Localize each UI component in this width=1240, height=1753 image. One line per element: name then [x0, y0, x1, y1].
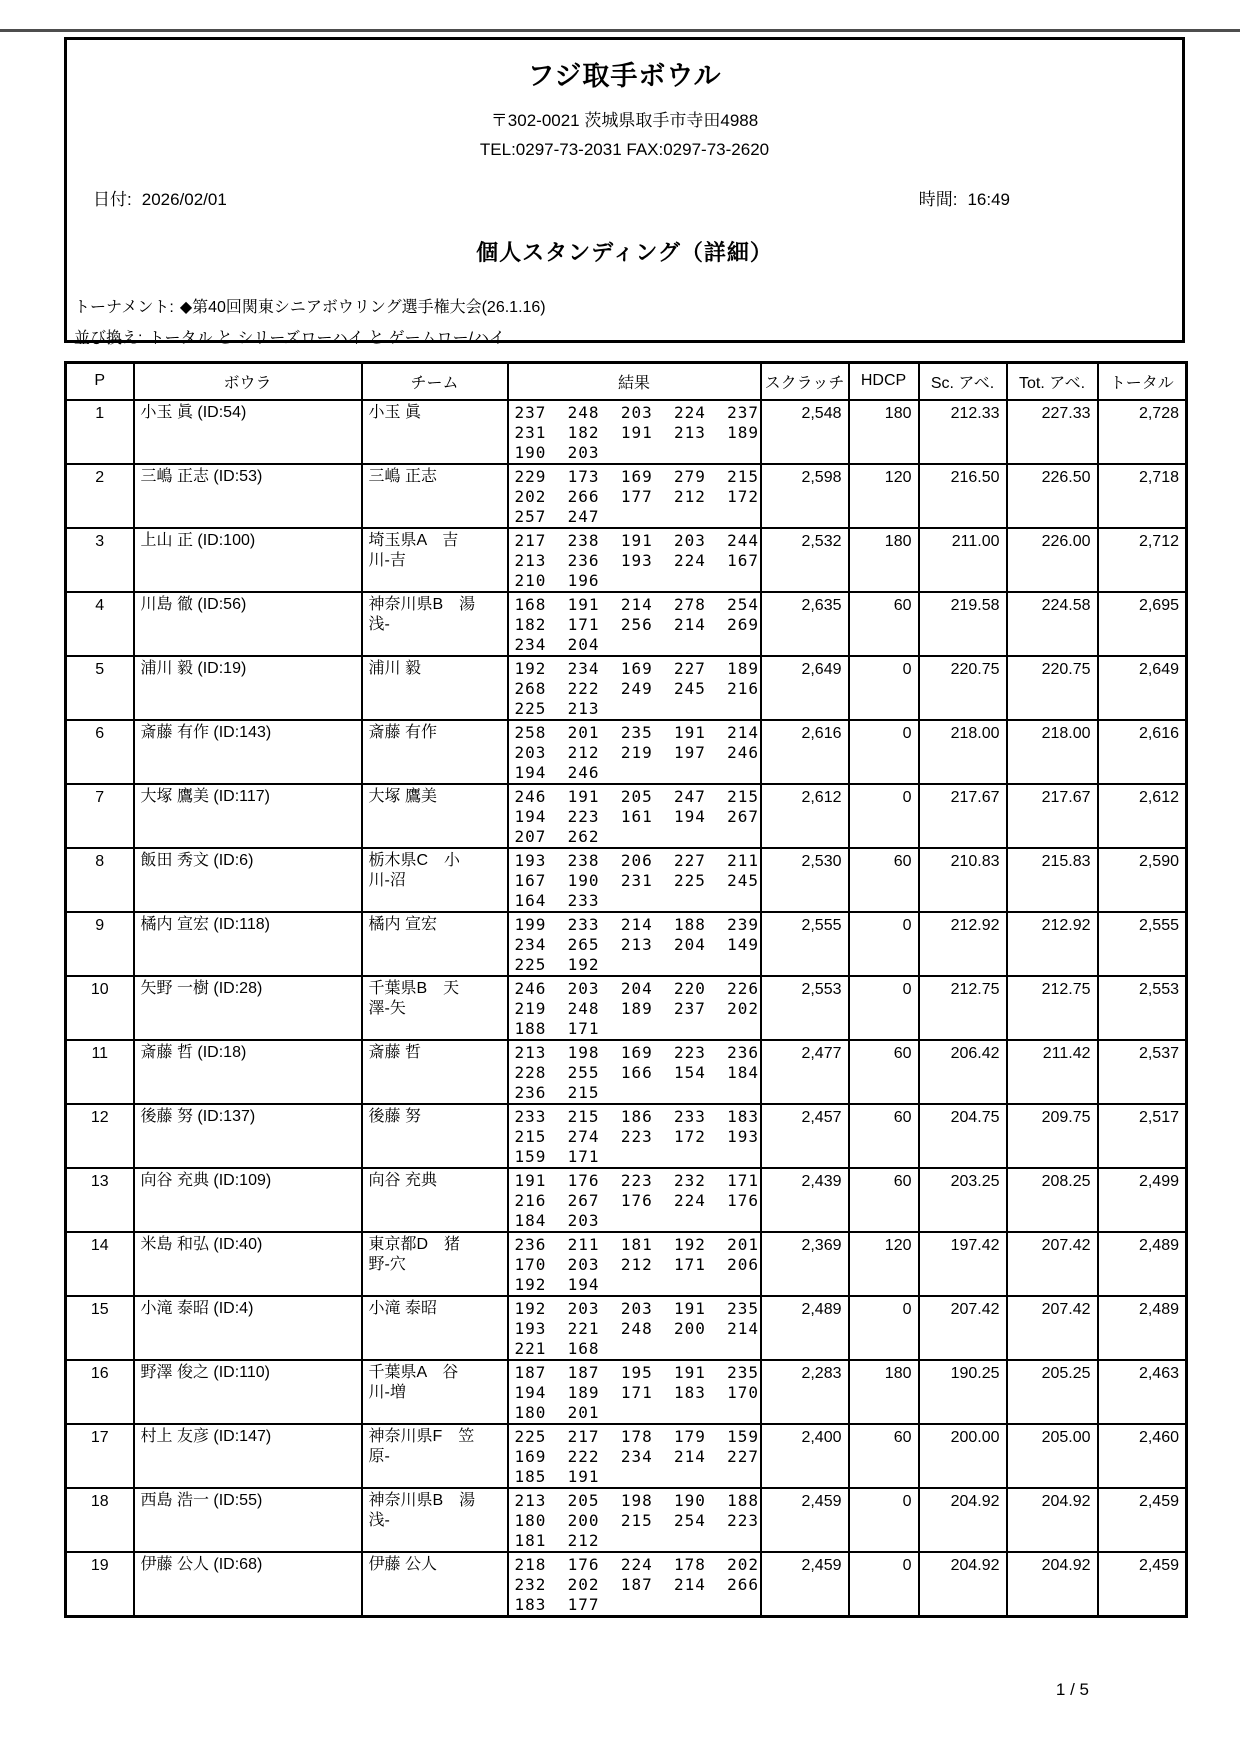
bowler-cell: 矢野 一樹 (ID:28) — [134, 976, 362, 1040]
standings-row — [66, 592, 1187, 656]
scratch-avg-cell: 204.92 — [919, 1488, 1007, 1552]
standings-table — [64, 361, 1188, 1618]
results-cell: 217 238 191 203 244 213 236 193 224 167 210 196 — [508, 528, 761, 592]
total-avg-cell: 212.75 — [1007, 976, 1098, 1040]
position-cell: 5 — [66, 656, 134, 720]
scratch-cell: 2,616 — [761, 720, 849, 784]
position-cell: 6 — [66, 720, 134, 784]
date-value: 2026/02/01 — [141, 190, 227, 209]
results-cell: 225 217 178 179 159 169 222 234 214 227 185 191 — [508, 1424, 761, 1488]
total-cell: 2,553 — [1098, 976, 1187, 1040]
standings-row — [66, 1040, 1187, 1104]
standings-row — [66, 976, 1187, 1040]
team-cell: 後藤 努 — [362, 1104, 508, 1168]
results-cell: 233 215 186 233 183 215 274 223 172 193 159 171 — [508, 1104, 761, 1168]
results-cell: 246 203 204 220 226 219 248 189 237 202 188 171 — [508, 976, 761, 1040]
hdcp-cell: 0 — [849, 976, 919, 1040]
results-cell: 192 234 169 227 189 268 222 249 245 216 225 213 — [508, 656, 761, 720]
total-avg-cell: 209.75 — [1007, 1104, 1098, 1168]
position-cell: 18 — [66, 1488, 134, 1552]
scratch-avg-cell: 212.33 — [919, 400, 1007, 464]
team-cell: 斎藤 哲 — [362, 1040, 508, 1104]
team-cell: 栃木県C 小 川-沼 — [362, 848, 508, 912]
scratch-avg-cell: 203.25 — [919, 1168, 1007, 1232]
tournament-label: トーナメント: — [74, 299, 174, 316]
bowling-center-name: フジ取手ボウル — [527, 61, 722, 91]
results-cell: 199 233 214 188 239 234 265 213 204 149 225 192 — [508, 912, 761, 976]
standings-row — [66, 1424, 1187, 1488]
position-cell: 1 — [66, 400, 134, 464]
scratch-avg-cell: 220.75 — [919, 656, 1007, 720]
position-cell: 9 — [66, 912, 134, 976]
date-time-row — [67, 185, 1182, 210]
col-header-scratch: スクラッチ — [761, 363, 849, 400]
total-avg-cell: 226.00 — [1007, 528, 1098, 592]
position-cell: 8 — [66, 848, 134, 912]
total-cell: 2,489 — [1098, 1232, 1187, 1296]
total-cell: 2,612 — [1098, 784, 1187, 848]
bowler-cell: 小玉 眞 (ID:54) — [134, 400, 362, 464]
total-cell: 2,459 — [1098, 1552, 1187, 1617]
hdcp-cell: 0 — [849, 720, 919, 784]
total-cell: 2,499 — [1098, 1168, 1187, 1232]
total-cell: 2,459 — [1098, 1488, 1187, 1552]
total-avg-cell: 227.33 — [1007, 400, 1098, 464]
results-cell: 236 211 181 192 201 170 203 212 171 206 192 194 — [508, 1232, 761, 1296]
bowler-cell: 三嶋 正志 (ID:53) — [134, 464, 362, 528]
hdcp-cell: 0 — [849, 912, 919, 976]
hdcp-cell: 180 — [849, 1360, 919, 1424]
time-label: 時間: — [918, 190, 958, 209]
col-header-bowler: ボウラ — [134, 363, 362, 400]
sort-order-value: トータル と シリーズローハイ と ゲームロー/ハイ — [148, 330, 506, 347]
scratch-cell: 2,489 — [761, 1296, 849, 1360]
scratch-avg-cell: 200.00 — [919, 1424, 1007, 1488]
bowler-cell: 橘内 宣宏 (ID:118) — [134, 912, 362, 976]
time-value: 16:49 — [967, 190, 1010, 209]
bowler-cell: 浦川 毅 (ID:19) — [134, 656, 362, 720]
scratch-cell: 2,598 — [761, 464, 849, 528]
standings-row — [66, 1104, 1187, 1168]
scratch-avg-cell: 207.42 — [919, 1296, 1007, 1360]
team-cell: 大塚 鷹美 — [362, 784, 508, 848]
scratch-cell: 2,283 — [761, 1360, 849, 1424]
results-cell: 258 201 235 191 214 203 212 219 197 246 194 246 — [508, 720, 761, 784]
bowler-cell: 後藤 努 (ID:137) — [134, 1104, 362, 1168]
scratch-cell: 2,553 — [761, 976, 849, 1040]
standings-row — [66, 912, 1187, 976]
team-cell: 埼玉県A 吉 川-吉 — [362, 528, 508, 592]
scratch-avg-cell: 204.92 — [919, 1552, 1007, 1617]
total-cell: 2,463 — [1098, 1360, 1187, 1424]
hdcp-cell: 60 — [849, 1424, 919, 1488]
standings-row — [66, 1360, 1187, 1424]
total-avg-cell: 204.92 — [1007, 1552, 1098, 1617]
scan-artifact-line — [0, 29, 1240, 32]
scratch-cell: 2,649 — [761, 656, 849, 720]
standings-table-body — [66, 400, 1187, 1617]
results-cell: 213 198 169 223 236 228 255 166 154 184 236 215 — [508, 1040, 761, 1104]
date-label: 日付: — [93, 190, 132, 209]
scratch-avg-cell: 216.50 — [919, 464, 1007, 528]
team-cell: 千葉県B 天 澤-矢 — [362, 976, 508, 1040]
total-avg-cell: 217.67 — [1007, 784, 1098, 848]
total-avg-cell: 211.42 — [1007, 1040, 1098, 1104]
position-cell: 2 — [66, 464, 134, 528]
standings-row — [66, 656, 1187, 720]
scratch-avg-cell: 211.00 — [919, 528, 1007, 592]
scratch-avg-cell: 197.42 — [919, 1232, 1007, 1296]
standings-row — [66, 1168, 1187, 1232]
col-header-team: チーム — [362, 363, 508, 400]
bowler-cell: 村上 友彦 (ID:147) — [134, 1424, 362, 1488]
scratch-avg-cell: 219.58 — [919, 592, 1007, 656]
results-cell: 168 191 214 278 254 182 171 256 214 269 234 204 — [508, 592, 761, 656]
hdcp-cell: 0 — [849, 1488, 919, 1552]
total-cell: 2,616 — [1098, 720, 1187, 784]
scratch-cell: 2,548 — [761, 400, 849, 464]
results-cell: 229 173 169 279 215 202 266 177 212 172 257 247 — [508, 464, 761, 528]
total-cell: 2,537 — [1098, 1040, 1187, 1104]
hdcp-cell: 60 — [849, 592, 919, 656]
total-avg-cell: 208.25 — [1007, 1168, 1098, 1232]
standings-row — [66, 1232, 1187, 1296]
col-header-total-avg: Tot. アベ. — [1007, 363, 1098, 400]
scratch-cell: 2,369 — [761, 1232, 849, 1296]
standings-row — [66, 784, 1187, 848]
scratch-avg-cell: 217.67 — [919, 784, 1007, 848]
sort-order-label: 並び換え: — [74, 330, 143, 347]
bowler-cell: 飯田 秀文 (ID:6) — [134, 848, 362, 912]
document-page — [64, 37, 1185, 1700]
bowler-cell: 伊藤 公人 (ID:68) — [134, 1552, 362, 1617]
hdcp-cell: 0 — [849, 1296, 919, 1360]
standings-row — [66, 464, 1187, 528]
team-cell: 小滝 泰昭 — [362, 1296, 508, 1360]
scratch-cell: 2,635 — [761, 592, 849, 656]
scratch-cell: 2,400 — [761, 1424, 849, 1488]
total-cell: 2,712 — [1098, 528, 1187, 592]
standings-row — [66, 1488, 1187, 1552]
total-avg-cell: 220.75 — [1007, 656, 1098, 720]
center-tel-fax: TEL:0297-73-2031 FAX:0297-73-2620 — [479, 140, 770, 159]
position-cell: 4 — [66, 592, 134, 656]
team-cell: 浦川 毅 — [362, 656, 508, 720]
total-cell: 2,649 — [1098, 656, 1187, 720]
position-cell: 7 — [66, 784, 134, 848]
scratch-cell: 2,530 — [761, 848, 849, 912]
total-avg-cell: 212.92 — [1007, 912, 1098, 976]
hdcp-cell: 0 — [849, 1552, 919, 1617]
team-cell: 神奈川県B 湯 浅- — [362, 592, 508, 656]
page-number: 1 / 5 — [1055, 1679, 1089, 1699]
tournament-name: ◆第40回関東シニアボウリング選手権大会(26.1.16) — [179, 299, 546, 316]
scratch-avg-cell: 212.92 — [919, 912, 1007, 976]
total-avg-cell: 205.00 — [1007, 1424, 1098, 1488]
team-cell: 東京都D 猪 野-穴 — [362, 1232, 508, 1296]
hdcp-cell: 0 — [849, 784, 919, 848]
scratch-cell: 2,439 — [761, 1168, 849, 1232]
document-title: 個人スタンディング（詳細） — [476, 240, 773, 265]
scratch-cell: 2,612 — [761, 784, 849, 848]
results-cell: 191 176 223 232 171 216 267 176 224 176 184 203 — [508, 1168, 761, 1232]
hdcp-cell: 120 — [849, 464, 919, 528]
scratch-cell: 2,459 — [761, 1488, 849, 1552]
document-header — [64, 37, 1185, 347]
standings-row — [66, 720, 1187, 784]
scratch-avg-cell: 190.25 — [919, 1360, 1007, 1424]
team-cell: 神奈川県B 湯 浅- — [362, 1488, 508, 1552]
team-cell: 小玉 眞 — [362, 400, 508, 464]
bowler-cell: 西島 浩一 (ID:55) — [134, 1488, 362, 1552]
total-avg-cell: 224.58 — [1007, 592, 1098, 656]
total-avg-cell: 205.25 — [1007, 1360, 1098, 1424]
scratch-cell: 2,555 — [761, 912, 849, 976]
standings-row — [66, 848, 1187, 912]
total-avg-cell: 207.42 — [1007, 1296, 1098, 1360]
total-cell: 2,517 — [1098, 1104, 1187, 1168]
hdcp-cell: 0 — [849, 656, 919, 720]
bowler-cell: 斎藤 有作 (ID:143) — [134, 720, 362, 784]
results-cell: 192 203 203 191 235 193 221 248 200 214 221 168 — [508, 1296, 761, 1360]
scratch-cell: 2,477 — [761, 1040, 849, 1104]
scratch-cell: 2,457 — [761, 1104, 849, 1168]
total-cell: 2,555 — [1098, 912, 1187, 976]
hdcp-cell: 180 — [849, 528, 919, 592]
team-cell: 斎藤 有作 — [362, 720, 508, 784]
col-header-scratch-avg: Sc. アベ. — [919, 363, 1007, 400]
standings-row — [66, 1552, 1187, 1617]
total-cell: 2,695 — [1098, 592, 1187, 656]
position-cell: 11 — [66, 1040, 134, 1104]
position-cell: 19 — [66, 1552, 134, 1617]
hdcp-cell: 120 — [849, 1232, 919, 1296]
team-cell: 神奈川県F 笠 原- — [362, 1424, 508, 1488]
standings-row — [66, 1296, 1187, 1360]
team-cell: 三嶋 正志 — [362, 464, 508, 528]
results-cell: 218 176 224 178 202 232 202 187 214 266 183 177 — [508, 1552, 761, 1617]
scratch-avg-cell: 210.83 — [919, 848, 1007, 912]
total-cell: 2,728 — [1098, 400, 1187, 464]
team-cell: 向谷 充典 — [362, 1168, 508, 1232]
position-cell: 12 — [66, 1104, 134, 1168]
standings-row — [66, 528, 1187, 592]
total-avg-cell: 215.83 — [1007, 848, 1098, 912]
bowler-cell: 上山 正 (ID:100) — [134, 528, 362, 592]
center-address: 〒302-0021 茨城県取手市寺田4988 — [490, 111, 759, 130]
scratch-avg-cell: 212.75 — [919, 976, 1007, 1040]
col-header-results: 結果 — [508, 363, 761, 400]
print-date — [93, 185, 227, 210]
scratch-cell: 2,532 — [761, 528, 849, 592]
bowler-cell: 米島 和弘 (ID:40) — [134, 1232, 362, 1296]
col-header-total: トータル — [1098, 363, 1187, 400]
total-avg-cell: 204.92 — [1007, 1488, 1098, 1552]
results-cell: 246 191 205 247 215 194 223 161 194 267 207 262 — [508, 784, 761, 848]
scratch-avg-cell: 204.75 — [919, 1104, 1007, 1168]
col-header-hdcp: HDCP — [849, 363, 919, 400]
standings-table-header — [66, 363, 1187, 400]
team-cell: 千葉県A 谷 川-増 — [362, 1360, 508, 1424]
position-cell: 13 — [66, 1168, 134, 1232]
total-avg-cell: 226.50 — [1007, 464, 1098, 528]
results-cell: 187 187 195 191 235 194 189 171 183 170 180 201 — [508, 1360, 761, 1424]
total-avg-cell: 218.00 — [1007, 720, 1098, 784]
position-cell: 15 — [66, 1296, 134, 1360]
total-cell: 2,460 — [1098, 1424, 1187, 1488]
position-cell: 3 — [66, 528, 134, 592]
results-cell: 237 248 203 224 237 231 182 191 213 189 190 203 — [508, 400, 761, 464]
position-cell: 10 — [66, 976, 134, 1040]
print-time — [919, 185, 1010, 210]
bowler-cell: 野澤 俊之 (ID:110) — [134, 1360, 362, 1424]
hdcp-cell: 60 — [849, 1168, 919, 1232]
scratch-avg-cell: 218.00 — [919, 720, 1007, 784]
bowler-cell: 川島 徹 (ID:56) — [134, 592, 362, 656]
bowler-cell: 斎藤 哲 (ID:18) — [134, 1040, 362, 1104]
col-header-position: P — [66, 363, 134, 400]
scratch-avg-cell: 206.42 — [919, 1040, 1007, 1104]
hdcp-cell: 60 — [849, 848, 919, 912]
team-cell: 伊藤 公人 — [362, 1552, 508, 1617]
position-cell: 14 — [66, 1232, 134, 1296]
total-avg-cell: 207.42 — [1007, 1232, 1098, 1296]
team-cell: 橘内 宣宏 — [362, 912, 508, 976]
results-cell: 193 238 206 227 211 167 190 231 225 245 164 233 — [508, 848, 761, 912]
total-cell: 2,718 — [1098, 464, 1187, 528]
hdcp-cell: 60 — [849, 1040, 919, 1104]
position-cell: 17 — [66, 1424, 134, 1488]
bowler-cell: 小滝 泰昭 (ID:4) — [134, 1296, 362, 1360]
hdcp-cell: 60 — [849, 1104, 919, 1168]
scratch-cell: 2,459 — [761, 1552, 849, 1617]
sort-order-line — [74, 325, 1182, 348]
bowler-cell: 向谷 充典 (ID:109) — [134, 1168, 362, 1232]
total-cell: 2,489 — [1098, 1296, 1187, 1360]
total-cell: 2,590 — [1098, 848, 1187, 912]
bowler-cell: 大塚 鷹美 (ID:117) — [134, 784, 362, 848]
results-cell: 213 205 198 190 188 180 200 215 254 223 181 212 — [508, 1488, 761, 1552]
position-cell: 16 — [66, 1360, 134, 1424]
tournament-line — [74, 294, 1182, 317]
standings-row — [66, 400, 1187, 464]
hdcp-cell: 180 — [849, 400, 919, 464]
